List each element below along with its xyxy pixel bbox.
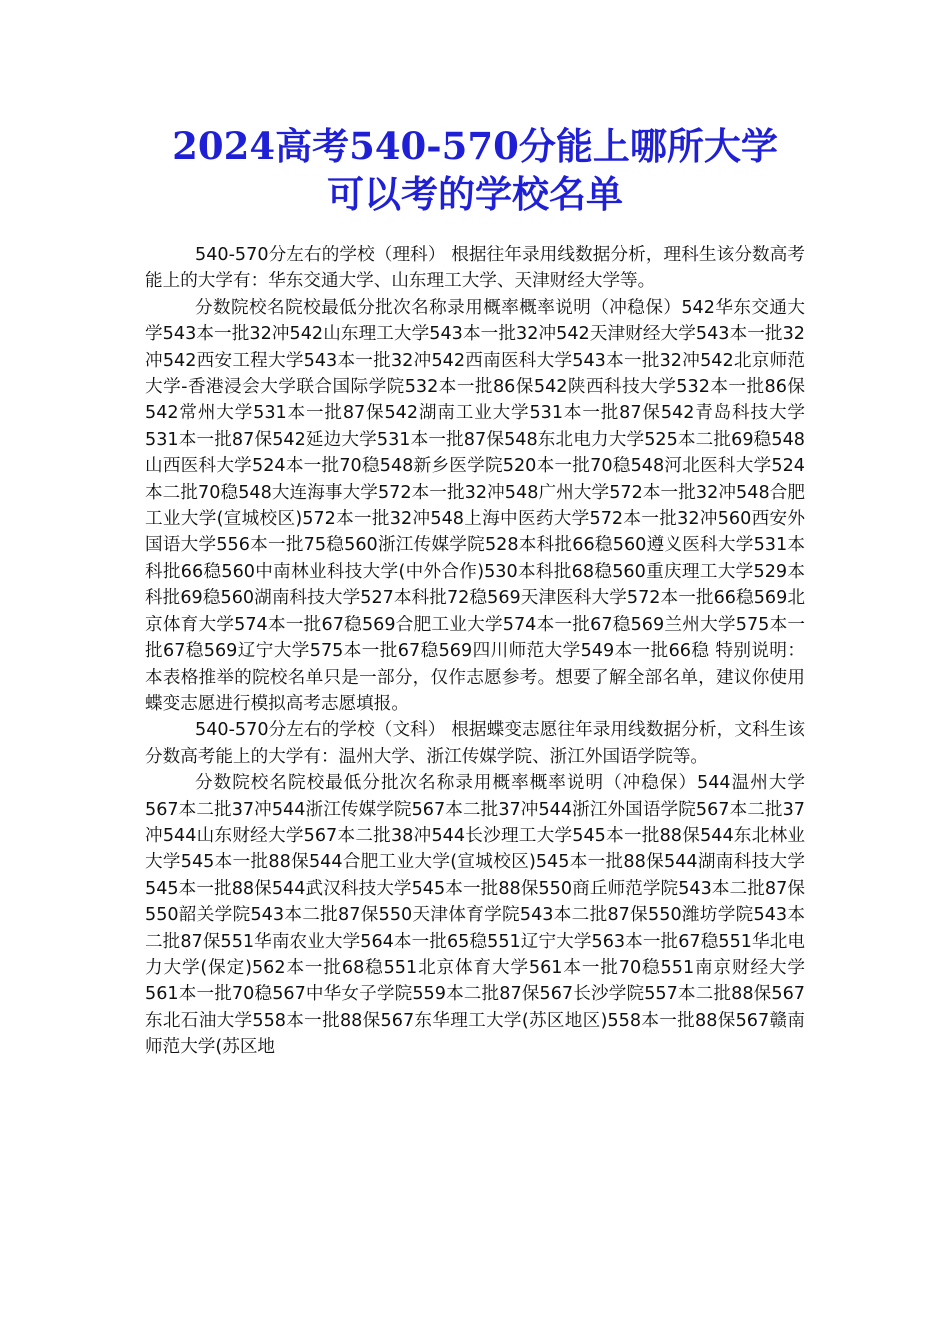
paragraph-science-list: 分数院校名院校最低分批次名称录用概率概率说明（冲稳保）542华东交通大学543本一批32冲542山东理工大学543本一批32冲542天津财经大学543本一批32冲542西安工程大学543本一批32冲542西南医科大学543本一批32冲542北京师范大学-香港浸会大学联合国际学院532本一批86保542陕西科技大学532本一批86保542常州大学531本一批87保542湖南工业大学531本一批87保542青岛科技大学531本一批87保542延边大学531本一批87保548东北电力大学525本二批69稳548山西医科大学524本一批70稳548新乡医学院520本一批70稳548河北医科大学524本二批70稳548大连海事大学572本一批32冲548广州大学572本一批32冲548合肥工业大学(宣城校区)572本一批32冲548上海中医药大学572本一批32冲560西安外国语大学556本一批75稳560浙江传媒学院528本科批66稳560遵义医科大学531本科批66稳560中南林业科技大学(中外合作)530本科批68稳560重庆理工大学529本科批69稳560湖南科技大学527本科批72稳569天津医科大学572本一批66稳569北京体育大学574本一批67稳569合肥工业大学574本一批67稳569兰州大学575本一批67稳569辽宁大学575本一批67稳569四川师范大学549本一批66稳 特别说明：本表格推举的院校名单只是一部分，仅作志愿参考。想要了解全部名单，建议你使用蝶变志愿进行模拟高考志愿填报。 bbox=[145, 297, 805, 714]
document-title bbox=[100, 122, 850, 218]
paragraph-liberal-arts-list: 分数院校名院校最低分批次名称录用概率概率说明（冲稳保）544温州大学567本二批37冲544浙江传媒学院567本二批37冲544浙江外国语学院567本二批37冲544山东财经大学567本二批38冲544长沙理工大学545本一批88保544东北林业大学545本一批88保544合肥工业大学(宣城校区)545本一批88保544湖南科技大学545本一批88保544武汉科技大学545本一批88保550商丘师范学院543本二批87保550韶关学院543本二批87保550天津体育学院543本二批87保550潍坊学院543本二批87保551华南农业大学564本一批65稳551辽宁大学563本一批67稳551华北电力大学(保定)562本一批68稳551北京体育大学561本一批70稳551南京财经大学561本一批70稳567中华女子学院559本二批87保567长沙学院557本二批88保567东北石油大学558本一批88保567东华理工大学(苏区地区)558本一批88保567赣南师范大学(苏区地 bbox=[145, 773, 805, 1058]
title-line-2: 可以考的学校名单 bbox=[327, 172, 623, 216]
paragraph-science-intro: 540-570分左右的学校（理科） 根据往年录用线数据分析，理科生该分数高考能上的大学有：华东交通大学、山东理工大学、天津财经大学等。 bbox=[145, 245, 805, 292]
document-body bbox=[145, 242, 805, 1061]
paragraph-liberal-arts-intro: 540-570分左右的学校（文科） 根据蝶变志愿往年录用线数据分析，文科生该分数高考能上的大学有：温州大学、浙江传媒学院、浙江外国语学院等。 bbox=[145, 720, 805, 767]
title-line-1: 2024高考540-570分能上哪所大学 bbox=[172, 124, 778, 168]
